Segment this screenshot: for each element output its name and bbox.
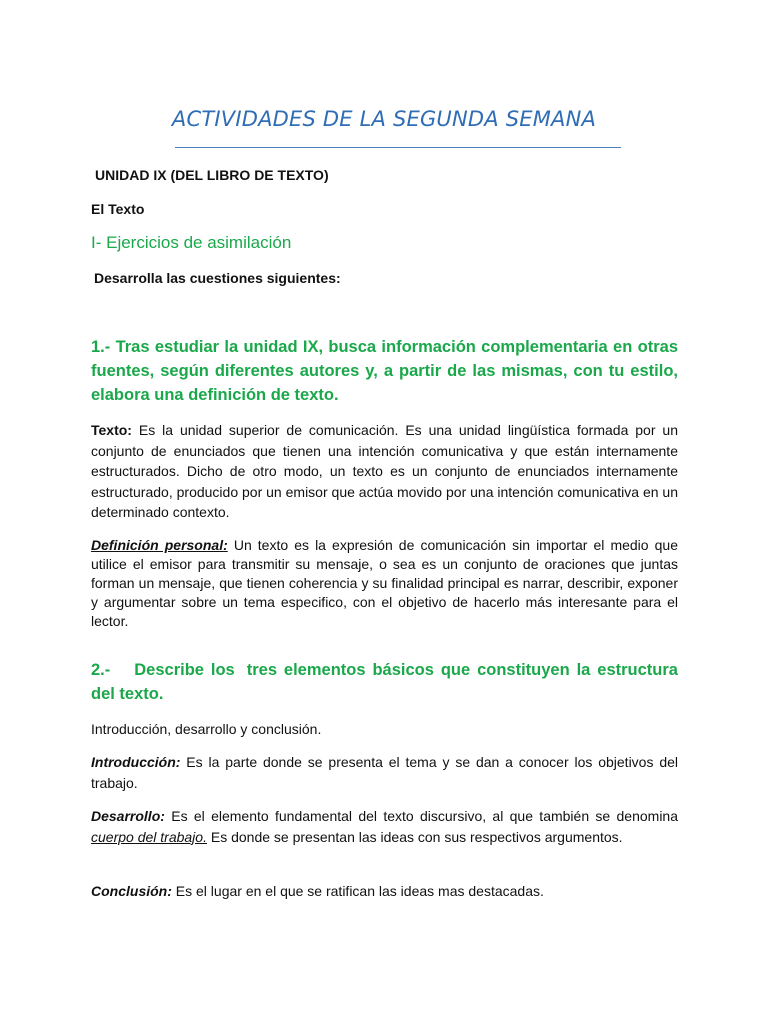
texto-term: Texto: xyxy=(91,422,132,438)
section-heading: I- Ejercicios de asimilación xyxy=(91,233,292,252)
introduccion-term: Introducción: xyxy=(91,754,181,770)
question-2-lead: Describe los xyxy=(134,661,235,679)
desarrollo-term: Desarrollo: xyxy=(91,808,165,824)
desarrollo-body-end: Es donde se presentan las ideas con sus respectivos argumentos. xyxy=(206,828,623,845)
title-underline-divider xyxy=(175,147,621,148)
cuerpo-del-trabajo-phrase: cuerpo del trabajo. xyxy=(91,828,207,845)
elements-summary: Introducción, desarrollo y conclusión. xyxy=(91,721,322,737)
desarrollo-body-start: Es el elemento fundamental del texto discursivo, al que también se denomina xyxy=(164,808,678,824)
personal-definition-body: Un texto es la expresión de comunicación sin importar el medio que utilice el emisor para transmitir su mensaje, o sea es un conjunto de oraciones que juntas forman un mensaje, que tienen coherencia y su finalidad principal es narrar, describir, exponer y argumentar sobre un tema especifico, con el objetivo de hacerlo más interesante para el lector. xyxy=(91,537,679,629)
introduccion-paragraph xyxy=(91,752,678,793)
document-title: ACTIVIDADES DE LA SEGUNDA SEMANA xyxy=(171,107,597,131)
question-2-number: 2.- xyxy=(91,661,111,679)
conclusion-paragraph xyxy=(91,881,678,902)
desarrollo-paragraph xyxy=(91,806,678,847)
personal-definition-term: Definición personal: xyxy=(91,537,228,553)
instruction-text: Desarrolla las cuestiones siguientes: xyxy=(94,270,341,286)
personal-definition-paragraph xyxy=(91,536,678,631)
question-2-rest: tres elementos básicos que constituyen la estructura del texto. xyxy=(91,661,678,703)
conclusion-body: Es el lugar en el que se ratifican las ideas mas destacadas. xyxy=(171,883,544,899)
question-2 xyxy=(91,658,678,706)
conclusion-term: Conclusión: xyxy=(91,883,172,899)
introduccion-body: Es la parte donde se presenta el tema y se dan a conocer los objetivos del trabajo. xyxy=(91,754,678,791)
question-1: 1.- Tras estudiar la unidad IX, busca información complementaria en otras fuentes, según diferentes autores y, a partir de las mismas, con tu estilo, elabora una definición de texto. xyxy=(91,338,678,404)
subject-label: El Texto xyxy=(91,201,145,217)
texto-definition-paragraph xyxy=(91,420,678,523)
unit-label: UNIDAD IX (DEL LIBRO DE TEXTO) xyxy=(95,167,329,183)
texto-body: Es la unidad superior de comunicación. Es una unidad lingüística formada por un conjunto de enunciados que tienen una intención comunicativa y que están internamente estructurados. Dicho de otro modo, un texto es un conjunto de enunciados internamente estructurado, producido por un emisor que actúa movido por una intención comunicativa en un determinado contexto. xyxy=(91,422,678,520)
